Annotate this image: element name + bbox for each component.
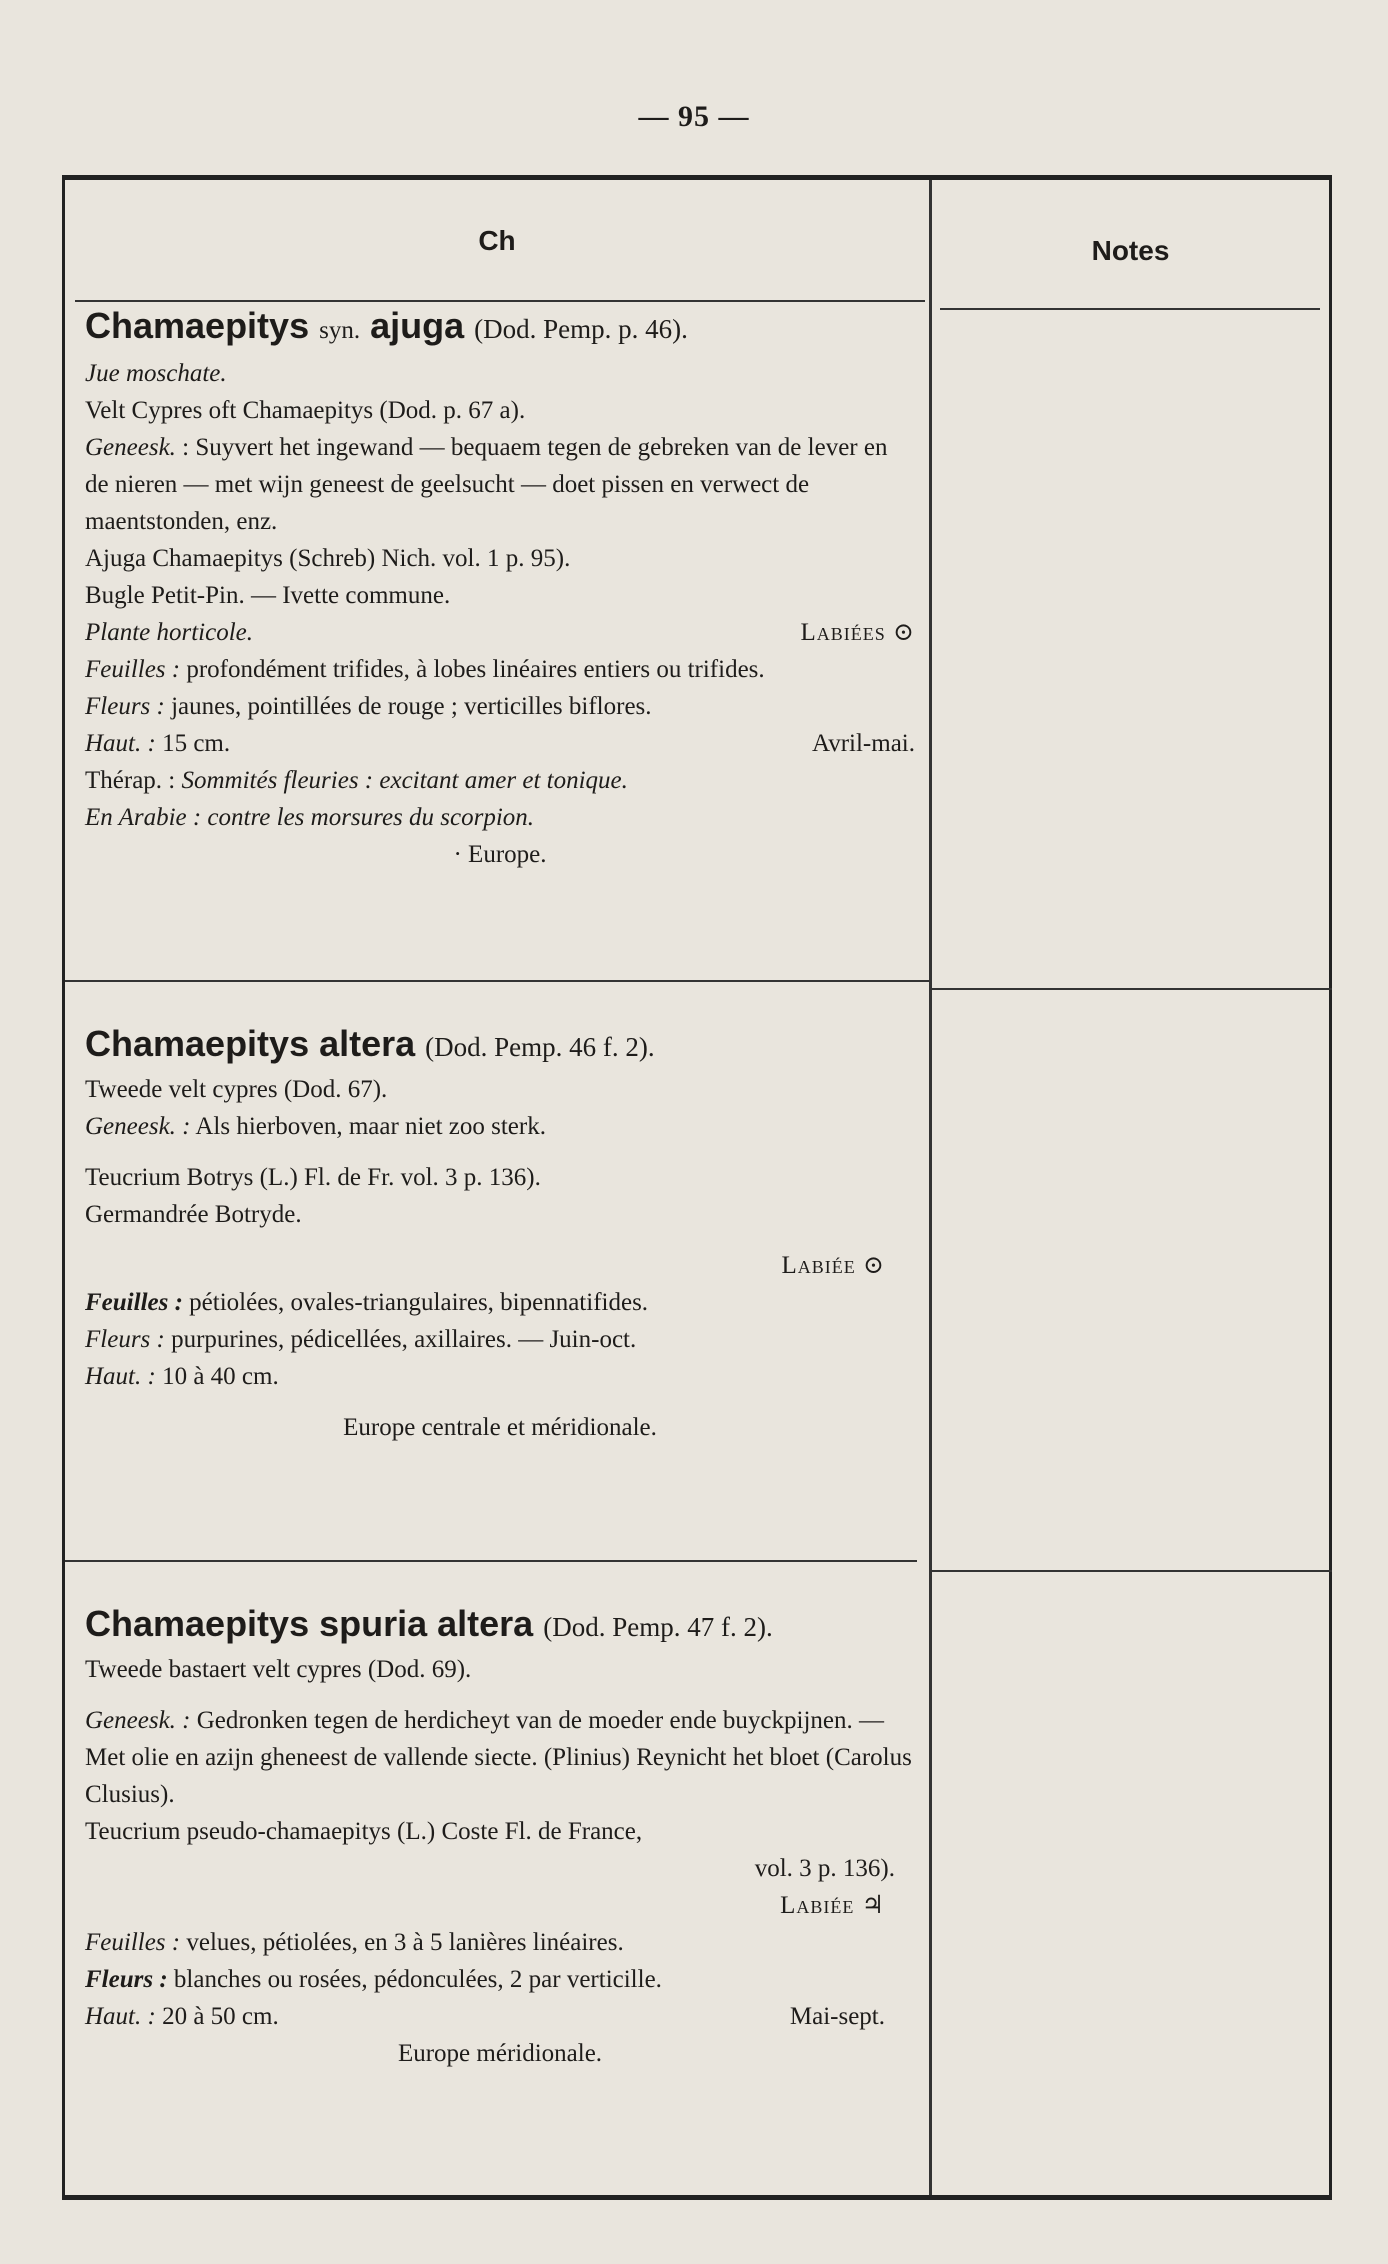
column-header-notes: Notes — [1091, 235, 1170, 266]
page-number: — 95 — — [638, 100, 750, 133]
geneesk-text: Gedronken tegen de herdicheyt van de moeder ende buyckpijnen. — Met olie en azijn gheneest de vallende siecte. (Plinius) Reynicht het bloet (Carolus Clusius). — [85, 1707, 912, 1808]
entry-chamaepitys-spuria-altera — [85, 1600, 915, 2072]
scientific-name-line — [85, 1159, 915, 1196]
title-alt: ajuga — [370, 305, 465, 346]
feuilles-line — [85, 1924, 915, 1961]
haut-line — [85, 1358, 915, 1395]
region: Europe centrale et méridionale. — [343, 1414, 657, 1441]
haut-text: 15 cm. — [162, 730, 231, 757]
dutch-name: Tweede bastaert velt cypres (Dod. 69). — [85, 1656, 472, 1683]
entry-chamaepitys — [85, 302, 915, 873]
feuilles-label: Feuilles : — [85, 1929, 181, 1956]
scientific-name: Teucrium pseudo-chamaepitys — [85, 1818, 391, 1845]
haut-label: Haut. : — [85, 730, 156, 757]
scientific-ref-continued: vol. 3 p. 136). — [754, 1855, 895, 1882]
header-rule-right — [940, 308, 1320, 310]
haut-line — [85, 1998, 915, 2035]
scientific-name: Teucrium Botrys — [85, 1164, 254, 1191]
feuilles-line — [85, 651, 915, 688]
fleurs-text: jaunes, pointillées de rouge ; verticilles biflores. — [171, 693, 652, 720]
geneesk-paragraph — [85, 1702, 915, 1813]
row-rule-1-right — [932, 988, 1332, 990]
feuilles-text: profondément trifides, à lobes linéaires entiers ou trifides. — [186, 656, 765, 683]
flowering-period: Avril-mai. — [812, 730, 915, 757]
region: Europe méridionale. — [397, 2040, 603, 2067]
entry-chamaepitys-altera — [85, 1020, 915, 1446]
fleurs-label: Fleurs : — [85, 1966, 168, 1993]
column-divider — [929, 180, 932, 2195]
fleurs-line — [85, 1961, 915, 1998]
haut-line — [85, 725, 915, 762]
therap-text: Sommités fleuries : excitant amer et tonique. — [181, 767, 628, 794]
title-ref: (Dod. Pemp. p. 46). — [474, 314, 688, 344]
plante: Plante horticole. — [85, 619, 254, 646]
feuilles-label: Feuilles : — [85, 656, 181, 683]
geneesk-label: Geneesk. : — [85, 1707, 191, 1734]
haut-text: 10 à 40 cm. — [162, 1363, 279, 1390]
scientific-ref: (L.) Fl. de Fr. vol. 3 p. 136). — [259, 1164, 541, 1191]
common-names: Bugle Petit-Pin. — Ivette commune. — [85, 582, 451, 609]
column-header-ch: Ch — [478, 225, 516, 256]
common-names: Germandrée Botryde. — [85, 1201, 302, 1228]
title-syn: syn. — [319, 317, 361, 344]
arabie-line: En Arabie : contre les morsures du scorpion. — [85, 804, 535, 831]
entry-title — [85, 1020, 915, 1071]
herbal-table — [62, 175, 1332, 2200]
scientific-name: Ajuga Chamaepitys — [85, 545, 283, 572]
title-main: Chamaepitys altera — [85, 1023, 416, 1064]
geneesk-label: Geneesk. : — [85, 1113, 191, 1140]
feuilles-label: Feuilles : — [85, 1289, 183, 1316]
family: Labiées ⊙ — [800, 619, 915, 646]
plante-line — [85, 614, 915, 651]
fleurs-line — [85, 1321, 915, 1358]
geneesk-text: Als hierboven, maar niet zoo sterk. — [195, 1113, 546, 1140]
flowering-period: Mai-sept. — [789, 2003, 885, 2030]
title-ref: (Dod. Pemp. 46 f. 2). — [425, 1032, 655, 1062]
fleurs-line — [85, 688, 915, 725]
title-ref: (Dod. Pemp. 47 f. 2). — [543, 1612, 773, 1642]
therap-line — [85, 762, 915, 799]
haut-label: Haut. : — [85, 1363, 156, 1390]
family: Labiée ♃ — [780, 1892, 885, 1919]
french-name: Jue moschate. — [85, 360, 227, 387]
entry-title — [85, 1600, 915, 1651]
entry-title — [85, 302, 915, 355]
dutch-name: Tweede velt cypres (Dod. 67). — [85, 1076, 388, 1103]
geneesk-paragraph — [85, 1108, 915, 1145]
geneesk-label: Geneesk. — [85, 434, 176, 461]
feuilles-text: velues, pétiolées, en 3 à 5 lanières linéaires. — [186, 1929, 624, 1956]
row-rule-2-right — [932, 1570, 1332, 1572]
scientific-name-line — [85, 540, 915, 577]
fleurs-label: Fleurs : — [85, 1326, 165, 1353]
haut-text: 20 à 50 cm. — [162, 2003, 279, 2030]
feuilles-text: pétiolées, ovales-triangulaires, bipennatifides. — [189, 1289, 649, 1316]
geneesk-text: : Suyvert het ingewand — bequaem tegen de gebreken van de lever en de nieren — met wijn geneest de geelsucht — doet pissen en verwect de maentstonden, enz. — [85, 434, 888, 535]
fleurs-text: blanches ou rosées, pédonculées, 2 par verticille. — [173, 1966, 662, 1993]
fleurs-label: Fleurs : — [85, 693, 165, 720]
family: Labiée ⊙ — [781, 1252, 885, 1279]
region: · Europe. — [453, 841, 547, 868]
title-main: Chamaepitys spuria altera — [85, 1603, 534, 1644]
therap-label: Thérap. : — [85, 767, 176, 794]
scientific-ref: (L.) Coste Fl. de France, — [397, 1818, 643, 1845]
title-main: Chamaepitys — [85, 305, 310, 346]
scientific-name-line — [85, 1813, 915, 1850]
dutch-name: Velt Cypres oft Chamaepitys (Dod. p. 67 a). — [85, 397, 526, 424]
feuilles-line — [85, 1284, 915, 1321]
fleurs-text: purpurines, pédicellées, axillaires. — Juin-oct. — [171, 1326, 637, 1353]
scientific-ref: (Schreb) Nich. vol. 1 p. 95). — [289, 545, 571, 572]
haut-label: Haut. : — [85, 2003, 156, 2030]
row-rule-1-left — [65, 980, 929, 982]
row-rule-2-left — [65, 1560, 917, 1562]
geneesk-paragraph — [85, 429, 915, 540]
